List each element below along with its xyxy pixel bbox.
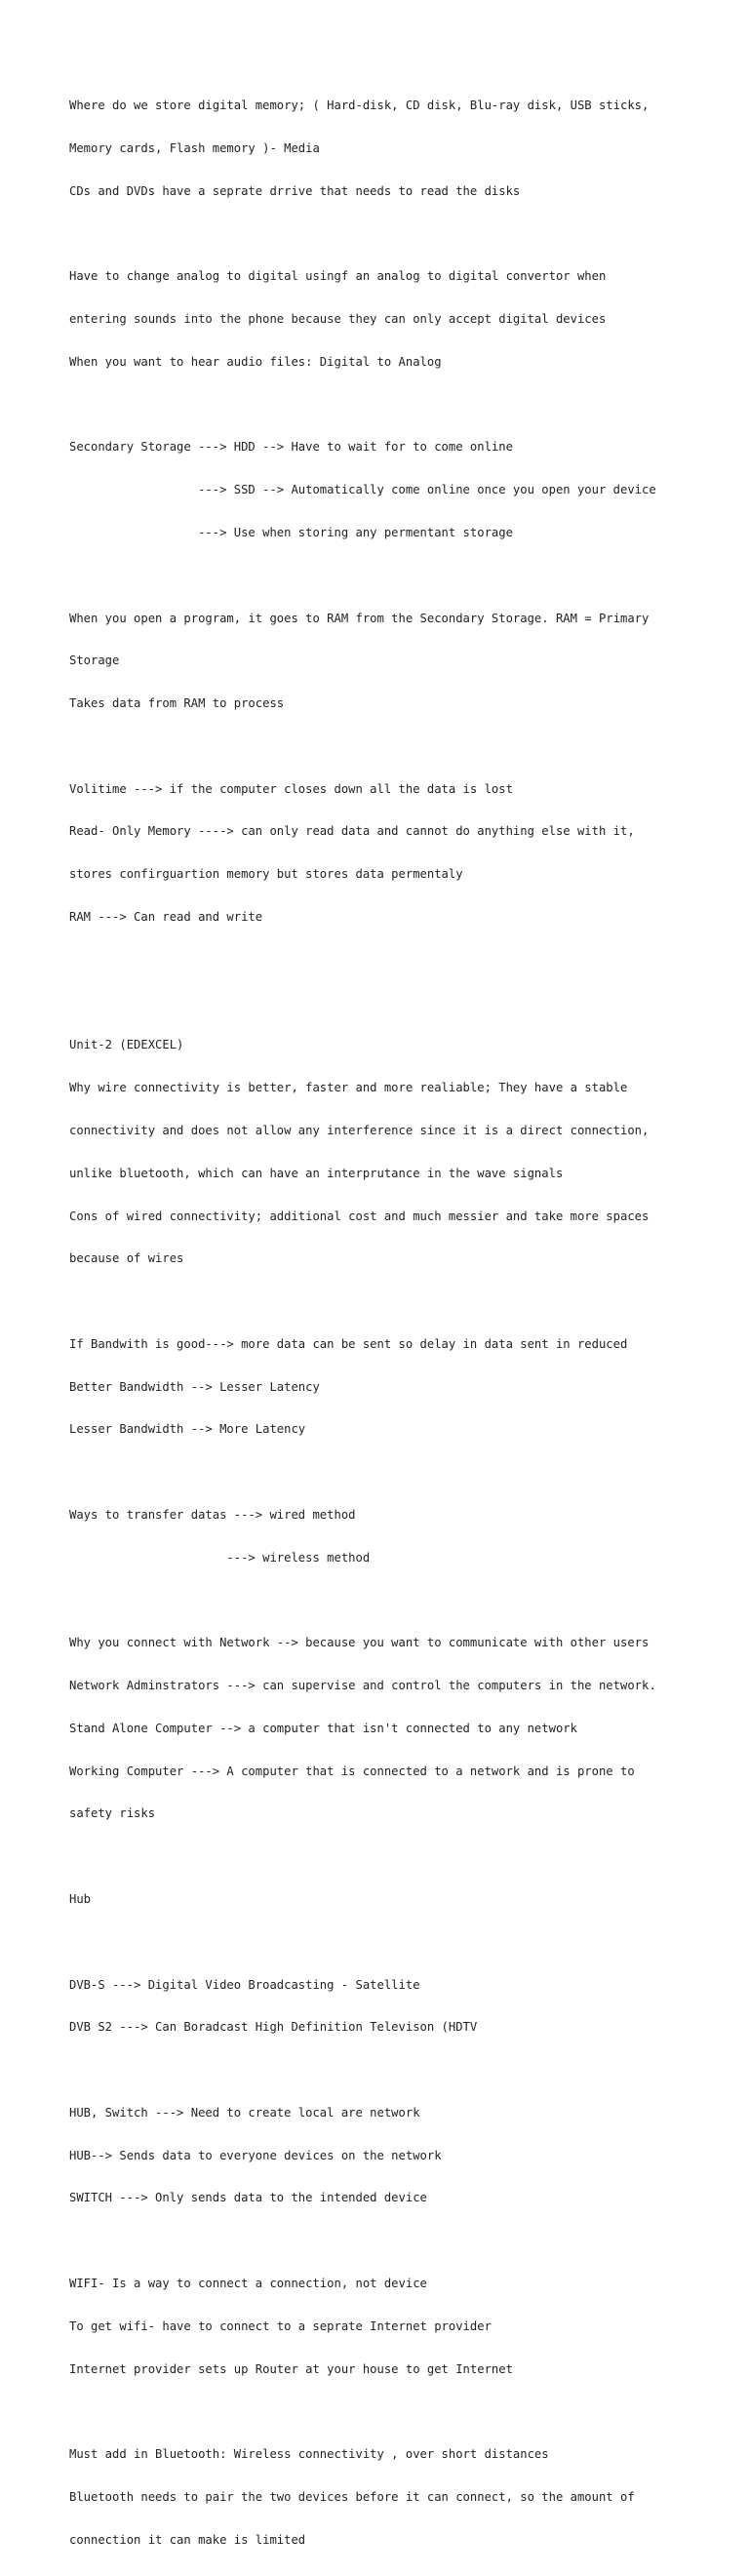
text-line: Stand Alone Computer --> a computer that isn't connected to any network	[69, 1721, 577, 1735]
text-line: Why wire connectivity is better, faster and more realiable; They have a stable	[69, 1081, 628, 1095]
text-line: because of wires	[69, 1251, 184, 1266]
text-line: Lesser Bandwidth --> More Latency	[69, 1422, 306, 1437]
text-line: Read- Only Memory ----> can only read data and cannot do anything else with it,	[69, 824, 635, 839]
text-line: DVB S2 ---> Can Boradcast High Definition Televison (HDTV	[69, 2020, 478, 2035]
text-line: CDs and DVDs have a seprate drrive that needs to read the disks	[69, 183, 521, 198]
text-line: Must add in Bluetooth: Wireless connectivity , over short distances	[69, 2447, 549, 2462]
section-heading: Unit-2 (EDEXCEL)	[69, 1038, 184, 1052]
text-line: unlike bluetooth, which can have an interprutance in the wave signals	[69, 1166, 564, 1180]
text-line: Ways to transfer datas ---> wired method	[69, 1507, 356, 1522]
text-line: DVB-S ---> Digital Video Broadcasting - Satellite	[69, 1977, 420, 1992]
text-line: SWITCH ---> Only sends data to the intended device	[69, 2191, 427, 2205]
text-line: To get wifi- have to connect to a seprate Internet provider	[69, 2318, 492, 2333]
text-line: Secondary Storage ---> HDD --> Have to wait for to come online	[69, 440, 513, 455]
blank-line	[69, 1594, 693, 1608]
blank-line	[69, 398, 693, 413]
text-line: ---> wireless method	[69, 1550, 371, 1565]
text-line: stores confirguartion memory but stores data permentaly	[69, 867, 463, 882]
text-line: Volitime ---> if the computer closes down all the data is lost	[69, 781, 513, 796]
text-line: Working Computer ---> A computer that is connected to a network and is prone to	[69, 1764, 635, 1778]
blank-line	[69, 1294, 693, 1309]
blank-line	[69, 739, 693, 754]
text-line: ---> Use when storing any permentant storage	[69, 526, 513, 539]
text-line: Memory cards, Flash memory )- Media	[69, 140, 320, 155]
text-line: safety risks	[69, 1806, 156, 1821]
text-line: Storage	[69, 654, 120, 668]
text-line: Internet provider sets up Router at your house to get Internet	[69, 2361, 513, 2376]
text-line: Why you connect with Network --> because you want to communicate with other users	[69, 1636, 650, 1650]
blank-line	[69, 2234, 693, 2248]
text-line: Takes data from RAM to process	[69, 696, 285, 711]
blank-line	[69, 2063, 693, 2078]
text-line: Bluetooth needs to pair the two devices before it can connect, so the amount of	[69, 2489, 635, 2504]
text-line: Better Bandwidth --> Lesser Latency	[69, 1379, 320, 1394]
text-line: Cons of wired connectivity; additional cost and much messier and take more spaces	[69, 1209, 650, 1223]
text-line: HUB, Switch ---> Need to create local are network	[69, 2105, 420, 2120]
text-line: Hub	[69, 1892, 92, 1906]
blank-line	[69, 2404, 693, 2419]
text-line: HUB--> Sends data to everyone devices on the network	[69, 2148, 442, 2162]
blank-line	[69, 996, 693, 1011]
blank-line	[69, 1935, 693, 1950]
text-line: When you open a program, it goes to RAM from the Secondary Storage. RAM = Primary	[69, 611, 650, 625]
blank-line	[69, 953, 693, 968]
text-line: ---> SSD --> Automatically come online once you open your device	[69, 483, 656, 497]
text-line: When you want to hear audio files: Digital to Analog	[69, 354, 442, 369]
text-line: WIFI- Is a way to connect a connection, not device	[69, 2277, 427, 2291]
text-line: RAM ---> Can read and write	[69, 910, 263, 925]
blank-line	[69, 569, 693, 583]
text-line: connection it can make is limited	[69, 2532, 306, 2547]
text-line: Have to change analog to digital usingf an analog to digital convertor when	[69, 269, 607, 284]
document-text	[69, 70, 693, 2576]
text-line: connectivity and does not allow any interference since it is a direct connection,	[69, 1123, 650, 1137]
text-line: Network Adminstrators ---> can supervise and control the computers in the network.	[69, 1679, 656, 1693]
blank-line	[69, 1465, 693, 1480]
text-line: Where do we store digital memory; ( Hard-disk, CD disk, Blu-ray disk, USB sticks,	[69, 99, 650, 113]
text-line: entering sounds into the phone because they can only accept digital devices	[69, 312, 607, 327]
text-line: If Bandwith is good---> more data can be sent so delay in data sent in reduced	[69, 1336, 628, 1351]
blank-line	[69, 1849, 693, 1864]
blank-line	[69, 227, 693, 242]
